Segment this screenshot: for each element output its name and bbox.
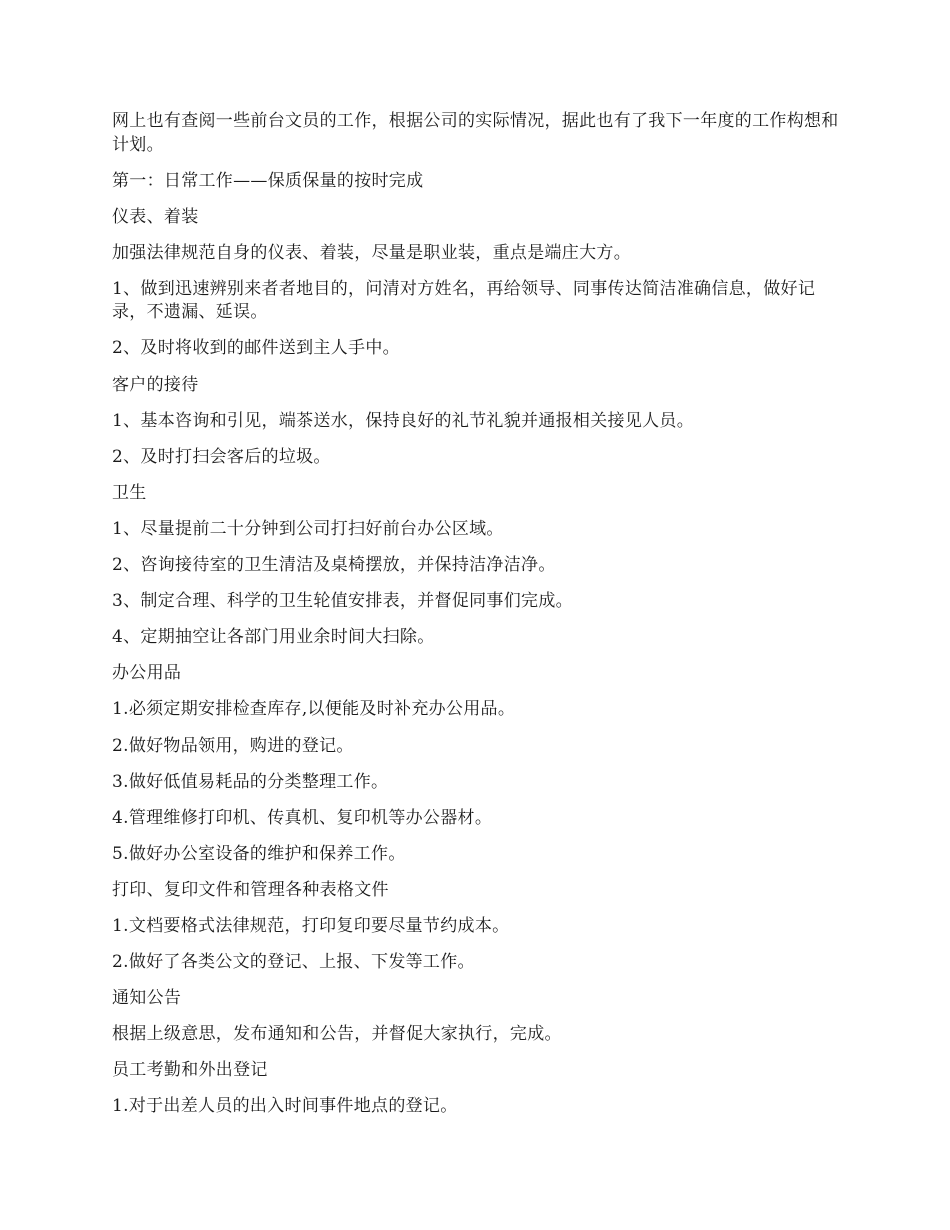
list-item: 3.做好低值易耗品的分类整理工作。 [112,771,389,792]
list-item: 1.对于出差人员的出入时间事件地点的登记。 [112,1096,458,1117]
document-body [112,110,842,1132]
list-item: 5.做好办公室设备的维护和保养工作。 [112,843,406,864]
heading-notices: 通知公告 [112,988,182,1009]
list-item: 2、及时将收到的邮件送到主人手中。 [112,338,400,359]
list-item: 1、做到迅速辨别来者者地目的，问清对方姓名，再给领导、同事传达简洁准确信息，做好记录，不遗漏、延误。 [112,278,816,323]
list-item: 1、基本咨询和引见，端茶送水，保持良好的礼节礼貌并通报相关接见人员。 [112,410,695,431]
list-item: 2.做好物品领用，购进的登记。 [112,735,354,756]
heading-attendance: 员工考勤和外出登记 [112,1060,268,1081]
list-item: 4.管理维修打印机、传真机、复印机等办公器材。 [112,807,493,828]
list-item: 2.做好了各类公文的登记、上报、下发等工作。 [112,952,475,973]
list-item: 4、定期抽空让各部门用业余时间大扫除。 [112,627,435,648]
paragraph: 根据上级意思，发布通知和公告，并督促大家执行，完成。 [112,1024,562,1045]
list-item: 3、制定合理、科学的卫生轮值安排表，并督促同事们完成。 [112,591,573,612]
list-item: 2、及时打扫会客后的垃圾。 [112,446,331,467]
paragraph: 加强法律规范自身的仪表、着装，尽量是职业装，重点是端庄大方。 [112,242,631,263]
heading-printing: 打印、复印文件和管理各种表格文件 [112,879,389,900]
heading-hygiene: 卫生 [112,482,147,503]
paragraph-intro: 网上也有查阅一些前台文员的工作，根据公司的实际情况，据此也有了我下一年度的工作构想和计划。 [112,111,839,155]
heading-office-supplies: 办公用品 [112,663,182,684]
heading-daily-work: 第一：日常工作——保质保量的按时完成 [112,170,424,191]
list-item: 2、咨询接待室的卫生清洁及桌椅摆放，并保持洁净洁净。 [112,555,556,576]
list-item: 1.必须定期安排检查库存,以便能及时补充办公用品。 [112,699,516,720]
list-item: 1、尽量提前二十分钟到公司打扫好前台办公区域。 [112,518,504,539]
heading-appearance: 仪表、着装 [112,206,199,227]
heading-reception: 客户的接待 [112,374,199,395]
list-item: 1.文档要格式法律规范，打印复印要尽量节约成本。 [112,915,510,936]
